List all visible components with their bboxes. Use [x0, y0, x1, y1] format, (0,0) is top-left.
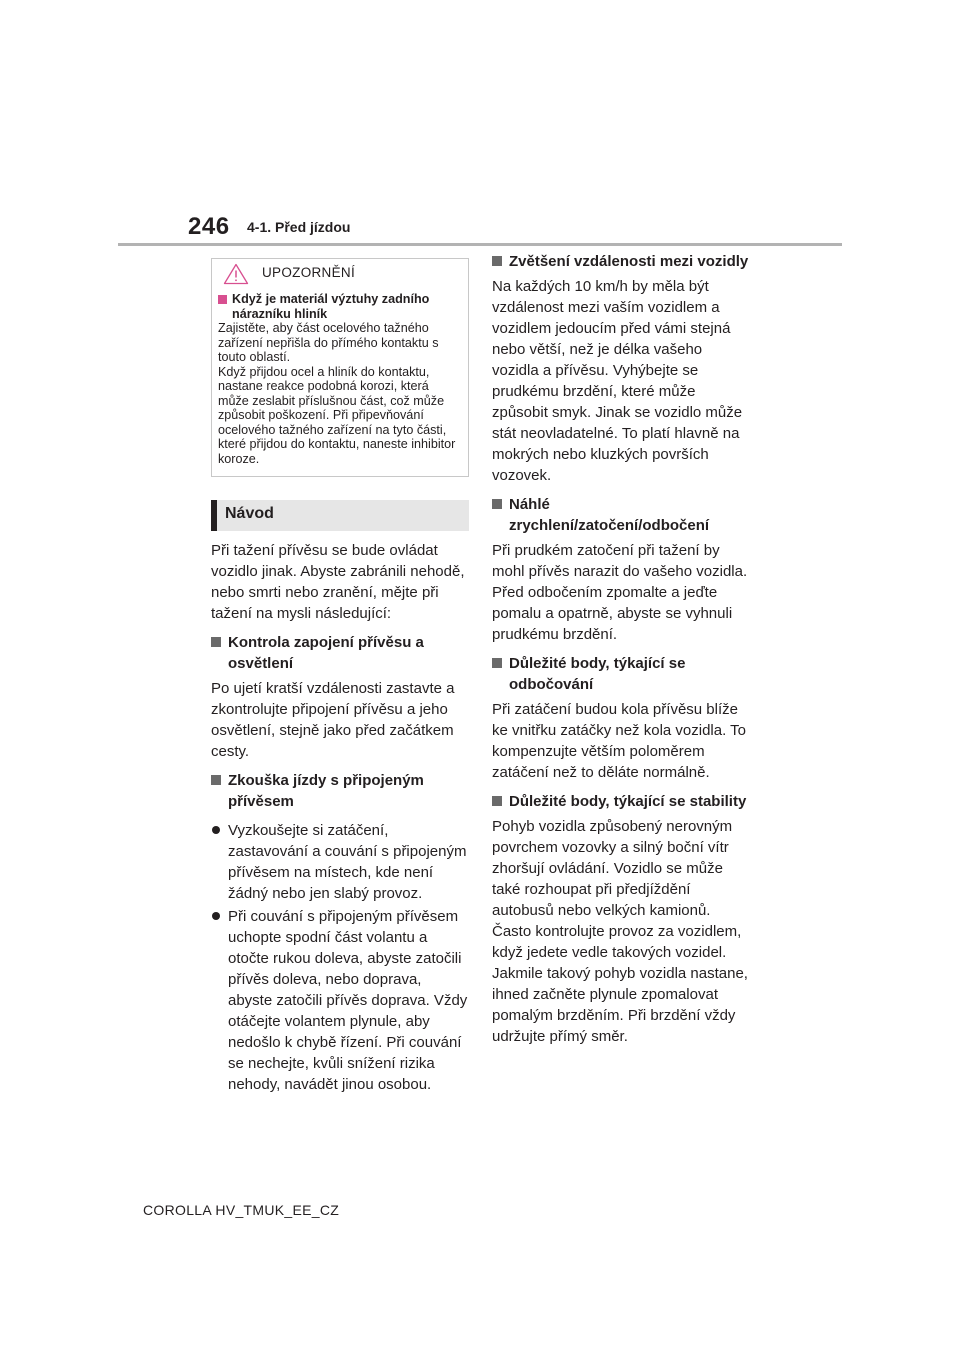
heading-distance: Zvětšení vzdálenosti mezi vozidly — [492, 251, 752, 272]
heading-turning: Důležité body, týkající se odbočování — [492, 653, 752, 695]
warning-heading: Když je materiál výztuhy zadního nárazníku hliník — [212, 289, 468, 321]
warning-title: UPOZORNĚNÍ — [262, 265, 356, 280]
heading-test-drive: Zkouška jízdy s připojeným přívěsem — [211, 770, 469, 812]
heading-stability: Důležité body, týkající se stability — [492, 791, 752, 812]
warning-triangle-icon — [223, 263, 249, 285]
bullet-practice: Vyzkoušejte si zatáčení, zastavování a couvání s připojeným přívěsem na místech, kde není žádný nebo jen slabý provoz. — [211, 820, 469, 904]
paragraph-sudden-maneuvers: Při prudkém zatočení při tažení by mohl přívěs narazit do vašeho vozidla. Před odbočením zpomalte a jeďte pomalu a opatrně, abyste se vyhnuli prudkému brzdění. — [492, 542, 748, 643]
heading-sudden-maneuvers: Náhlé zrychlení/zatočení/odbočení — [492, 494, 752, 536]
warning-text-1: Zajistěte, aby část ocelového tažného zařízení nepřišla do přímého kontaktu s touto oblastí. — [218, 321, 439, 364]
warning-text-2: Když přijdou ocel a hliník do kontaktu, nastane reakce podobná korozi, která může zeslabit příslušnou část, což může způsobit poškození. Při připevňování ocelového tažného zařízení na tyto části, které přijdou do kontaktu, naneste inhibitor koroze. — [218, 364, 456, 466]
page-number: 246 — [188, 213, 230, 240]
heading-trailer-connection: Kontrola zapojení přívěsu a osvětlení — [211, 632, 469, 674]
header-rule — [118, 243, 842, 246]
intro-paragraph: Při tažení přívěsu se bude ovládat vozidlo jinak. Abyste zabránili nehodě, nebo smrti nebo zranění, mějte při tažení na mysli následující: — [211, 542, 465, 622]
warning-box — [211, 258, 469, 477]
left-column — [211, 258, 469, 1095]
paragraph-stability: Pohyb vozidla způsobený nerovným povrchem vozovky a silný boční vítr zhoršují ovládání. Vozidlo se může také rozhoupat při předjíždění autobusů nebo velkých kamionů. Často kontrolujte provoz za vozidlem, když jedete vedle takových vozidel. Jakmile takový pohyb vozidla nastane, ihned začněte plynule zpomalovat pomalým brzděním. Při brzdění vždy udržujte přímý směr. — [492, 818, 748, 1045]
navod-banner — [211, 500, 469, 531]
warning-header — [212, 259, 468, 289]
navod-label: Návod — [225, 505, 274, 522]
right-column — [492, 251, 752, 1047]
paragraph-turning: Při zatáčení budou kola přívěsu blíže ke vnitřku zatáčky než kola vozidla. To kompenzujte větším poloměrem zatáčení než to děláte normálně. — [492, 701, 747, 781]
paragraph-trailer-connection: Po ujetí kratší vzdálenosti zastavte a zkontrolujte připojení přívěsu a jeho osvětlení, stejně jako před začátkem cesty. — [211, 680, 455, 760]
paragraph-distance: Na každých 10 km/h by měla být vzdálenost mezi vaším vozidlem a vozidlem jedoucím před vámi stejná nebo větší, než je délka vašeho vozidla a přívěsu. Vyhýbejte se prudkému brzdění, které může způsobit smyk. Jinak se vozidlo může stát neovladatelné. To platí hlavně na mokrých nebo kluzkých površích vozovek. — [492, 278, 743, 484]
footer-model: COROLLA HV_TMUK_EE_CZ — [143, 1202, 340, 1218]
section-title: 4-1. Před jízdou — [247, 219, 351, 235]
bullet-reversing: Při couvání s připojeným přívěsem uchopte spodní část volantu a otočte rukou doleva, abyste zatočili přívěs doleva, nebo doprava, abyste zatočili přívěs doprava. Vždy otáčejte volantem plynule, aby nedošlo k chybě řízení. Při couvání se nechejte, kvůli snížení rizika nehody, navádět jinou osobou. — [211, 906, 469, 1095]
